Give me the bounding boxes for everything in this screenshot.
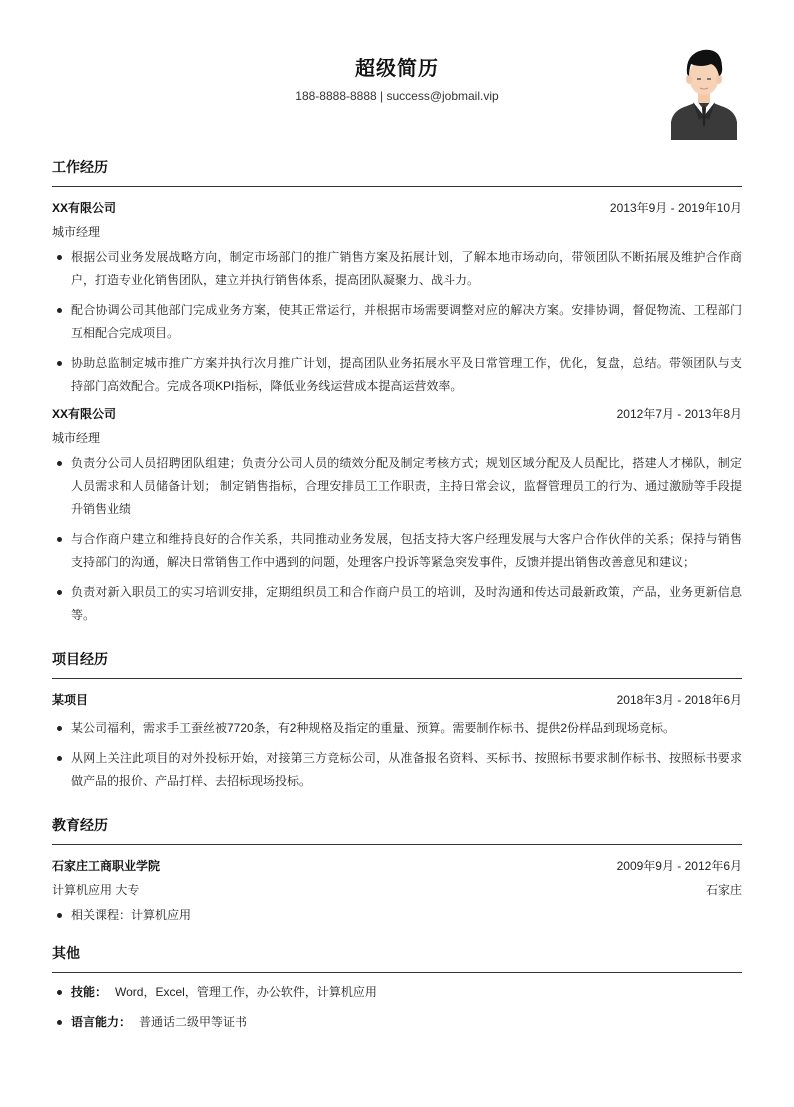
work-entry xyxy=(52,401,742,627)
project-section-title: 项目经历 xyxy=(52,649,742,679)
project-bullets xyxy=(52,717,742,793)
work-bullets xyxy=(52,452,742,627)
date-range: 2012年7月 - 2013年8月 xyxy=(616,407,742,421)
list-item: 从网上关注此项目的对外投标开始，对接第三方竞标公司，从准备报名资料、买标书、按照标书要求制作标书、按照标书要求做产品的报价、产品打样、去招标现场投标。 xyxy=(52,747,742,793)
skills-item xyxy=(52,981,742,1004)
list-item: 负责对新入职员工的实习培训安排，定期组织员工和合作商户员工的培训，及时沟通和传达司最新政策，产品，业务更新信息等。 xyxy=(52,581,742,627)
contact-info: 188-8888-8888 | success@jobmail.vip xyxy=(295,89,499,103)
school-location: 石家庄 xyxy=(705,883,742,897)
list-item: 某公司福利，需求手工蚕丝被7720条，有2种规格及指定的重量、预算。需要制作标书、提供2份样品到现场竞标。 xyxy=(52,717,742,740)
list-item: 根据公司业务发展战略方向，制定市场部门的推广销售方案及拓展计划，了解本地市场动向，带领团队不断拓展及维护合作商户，打造专业化销售团队，建立并执行销售体系，提高团队凝聚力、战斗力。 xyxy=(52,246,742,292)
candidate-name: 超级简历 xyxy=(355,58,439,80)
company-name: XX有限公司 xyxy=(52,201,117,215)
resume-page xyxy=(52,0,742,1041)
language-item xyxy=(52,1011,742,1034)
date-range: 2013年9月 - 2019年10月 xyxy=(609,201,742,215)
project-name: 某项目 xyxy=(52,693,89,707)
work-entry xyxy=(52,195,742,398)
job-title: 城市经理 xyxy=(52,431,101,445)
education-bullets xyxy=(52,904,742,927)
skills-label: 技能： xyxy=(71,985,108,999)
project-entry xyxy=(52,687,742,793)
other-section-title: 其他 xyxy=(52,943,742,973)
company-name: XX有限公司 xyxy=(52,407,117,421)
major-degree: 计算机应用 大专 xyxy=(52,883,140,897)
resume-header xyxy=(52,0,742,150)
work-bullets xyxy=(52,246,742,398)
education-section-title: 教育经历 xyxy=(52,815,742,845)
list-item: 负责分公司人员招聘团队组建；负责分公司人员的绩效分配及制定考核方式；规划区域分配及人员配比，搭建人才梯队，制定人员需求和人员储备计划； 制定销售指标，合理安排员工工作职责，主持日常会议，监督管理员工的行为、通过激励等手段提升销售业绩 xyxy=(52,452,742,521)
list-item: 协助总监制定城市推广方案并执行次月推广计划，提高团队业务拓展水平及日常管理工作，优化，复盘，总结。带领团队与支持部门高效配合。完成各项KPI指标，降低业务线运营成本提高运营效率。 xyxy=(52,352,742,398)
date-range: 2018年3月 - 2018年6月 xyxy=(616,693,742,707)
project-section xyxy=(52,649,742,793)
list-item: 配合协调公司其他部门完成业务方案，使其正常运行，并根据市场需要调整对应的解决方案。安排协调，督促物流、工程部门互相配合完成项目。 xyxy=(52,299,742,345)
work-section-title: 工作经历 xyxy=(52,157,742,187)
skills-value: Word，Excel，管理工作，办公软件，计算机应用 xyxy=(115,985,377,999)
other-section xyxy=(52,943,742,1034)
avatar xyxy=(669,44,739,140)
job-title: 城市经理 xyxy=(52,225,101,239)
other-bullets xyxy=(52,981,742,1034)
list-item: 相关课程：计算机应用 xyxy=(52,904,742,927)
list-item: 与合作商户建立和维持良好的合作关系，共同推动业务发展，包括支持大客户经理发展与大客户合作伙伴的关系；保持与销售支持部门的沟通，解决日常销售工作中遇到的问题，处理客户投诉等紧急突发事件，反馈并提出销售改善意见和建议； xyxy=(52,528,742,574)
education-section xyxy=(52,815,742,927)
date-range: 2009年9月 - 2012年6月 xyxy=(616,859,742,873)
language-value: 普通话二级甲等证书 xyxy=(139,1015,248,1029)
school-name: 石家庄工商职业学院 xyxy=(52,859,161,873)
work-section xyxy=(52,157,742,627)
language-label: 语言能力： xyxy=(71,1015,132,1029)
education-entry xyxy=(52,853,742,927)
